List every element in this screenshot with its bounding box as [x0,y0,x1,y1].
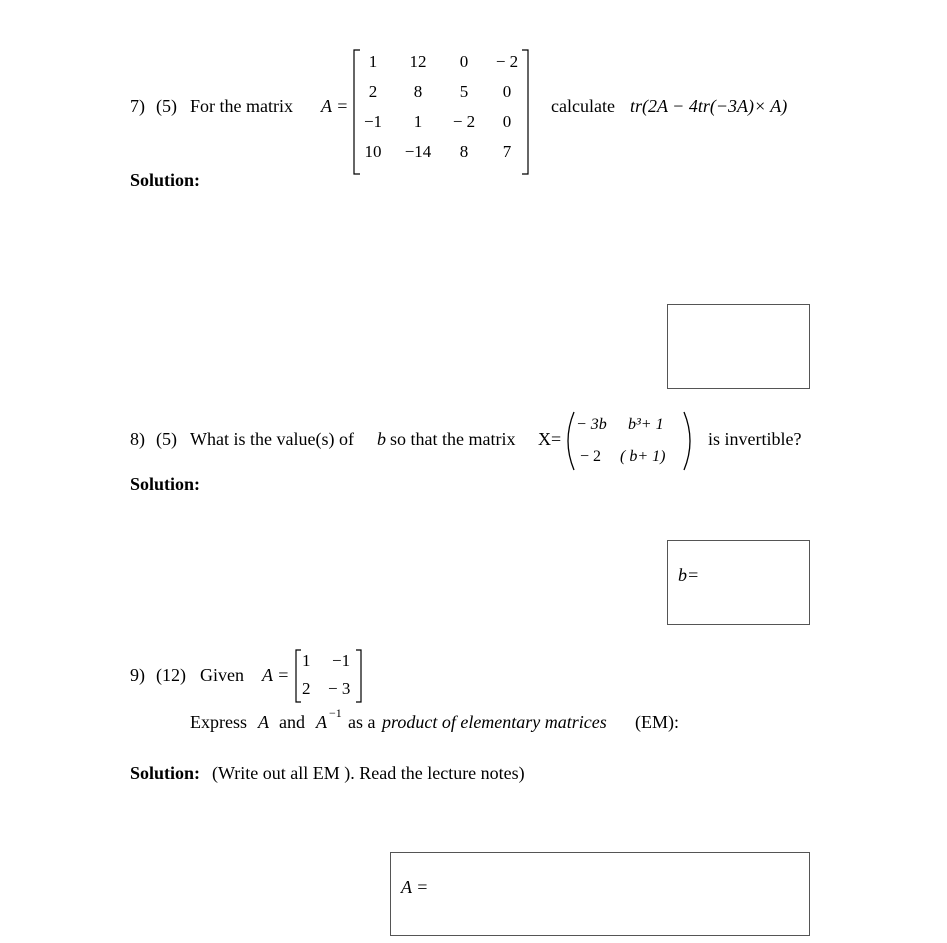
q8-matrix-label: X= [538,429,562,449]
q7-cell-1-2: 5 [459,82,469,101]
q9-product-phrase: product of elementary matrices [382,712,607,732]
q9-matrix [294,648,364,704]
q7-cell-1-0: 2 [368,82,378,101]
q7-cell-2-2: − 2 [452,112,476,131]
q8-cell-0-0: − 3b [576,416,607,433]
q9-cell-0-0: 1 [302,651,311,670]
q9-inverse-exponent: −1 [329,706,342,720]
q9-cell-1-1: − 3 [328,679,351,698]
q7-intro: For the matrix [190,96,293,116]
q9-as-a: as a [348,712,376,732]
q9-and: and [279,712,305,732]
q8-matrix [562,410,696,472]
q8-number: 8) [130,429,145,449]
q8-trailing: is invertible? [708,429,802,449]
q7-cell-2-0: −1 [363,112,383,131]
q7-solution-label: Solution: [130,170,201,190]
q7-answer-box[interactable] [667,304,810,389]
q7-cell-0-1: 12 [409,52,427,71]
q7-cell-3-3: 7 [502,142,512,161]
q7-cell-0-3: − 2 [495,52,519,71]
q7-cell-1-1: 8 [413,82,423,101]
q7-matrix [352,48,530,176]
q9-answer-label: A = [401,877,429,897]
q9-matrix-label: A = [262,665,290,685]
q9-number: 9) [130,665,145,685]
q7-cell-3-0: 10 [364,142,382,161]
q7-cell-2-3: 0 [502,112,512,131]
q8-answer-label: b= [678,565,700,585]
q8-question-suffix: so that the matrix [390,429,516,449]
q8-cell-0-1: b³+ 1 [628,416,664,433]
q9-var-a: A [258,712,269,732]
q9-solution-note: (Write out all EM ). Read the lecture notes) [212,763,525,783]
q9-points: (12) [156,665,186,685]
q9-given: Given [200,665,244,685]
q9-answer-box[interactable] [390,852,810,936]
q7-cell-3-2: 8 [459,142,469,161]
q9-em-suffix: (EM): [635,712,679,732]
q7-number: 7) [130,96,145,116]
q8-question-prefix: What is the value(s) of [190,429,354,449]
q8-points: (5) [156,429,177,449]
q8-variable: b [377,429,386,449]
q7-cell-3-1: −14 [404,142,432,161]
q7-cell-1-3: 0 [502,82,512,101]
q8-cell-1-1: ( b+ 1) [620,448,666,465]
q7-calculate: calculate [551,96,615,116]
q7-expression: tr(2A − 4tr(−3A)× A) [630,96,788,116]
q9-express: Express [190,712,247,732]
q9-var-a-inv: A [316,712,327,732]
q7-points: (5) [156,96,177,116]
q9-cell-1-0: 2 [302,679,311,698]
q7-cell-0-2: 0 [459,52,469,71]
q7-cell-0-0: 1 [368,52,378,71]
q7-matrix-label: A = [321,96,349,116]
q7-cell-2-1: 1 [413,112,423,131]
q9-solution-label: Solution: [130,763,201,783]
q8-cell-1-0: − 2 [580,448,602,465]
q8-solution-label: Solution: [130,474,201,494]
q9-cell-0-1: −1 [332,651,351,670]
q8-answer-box[interactable] [667,540,810,625]
